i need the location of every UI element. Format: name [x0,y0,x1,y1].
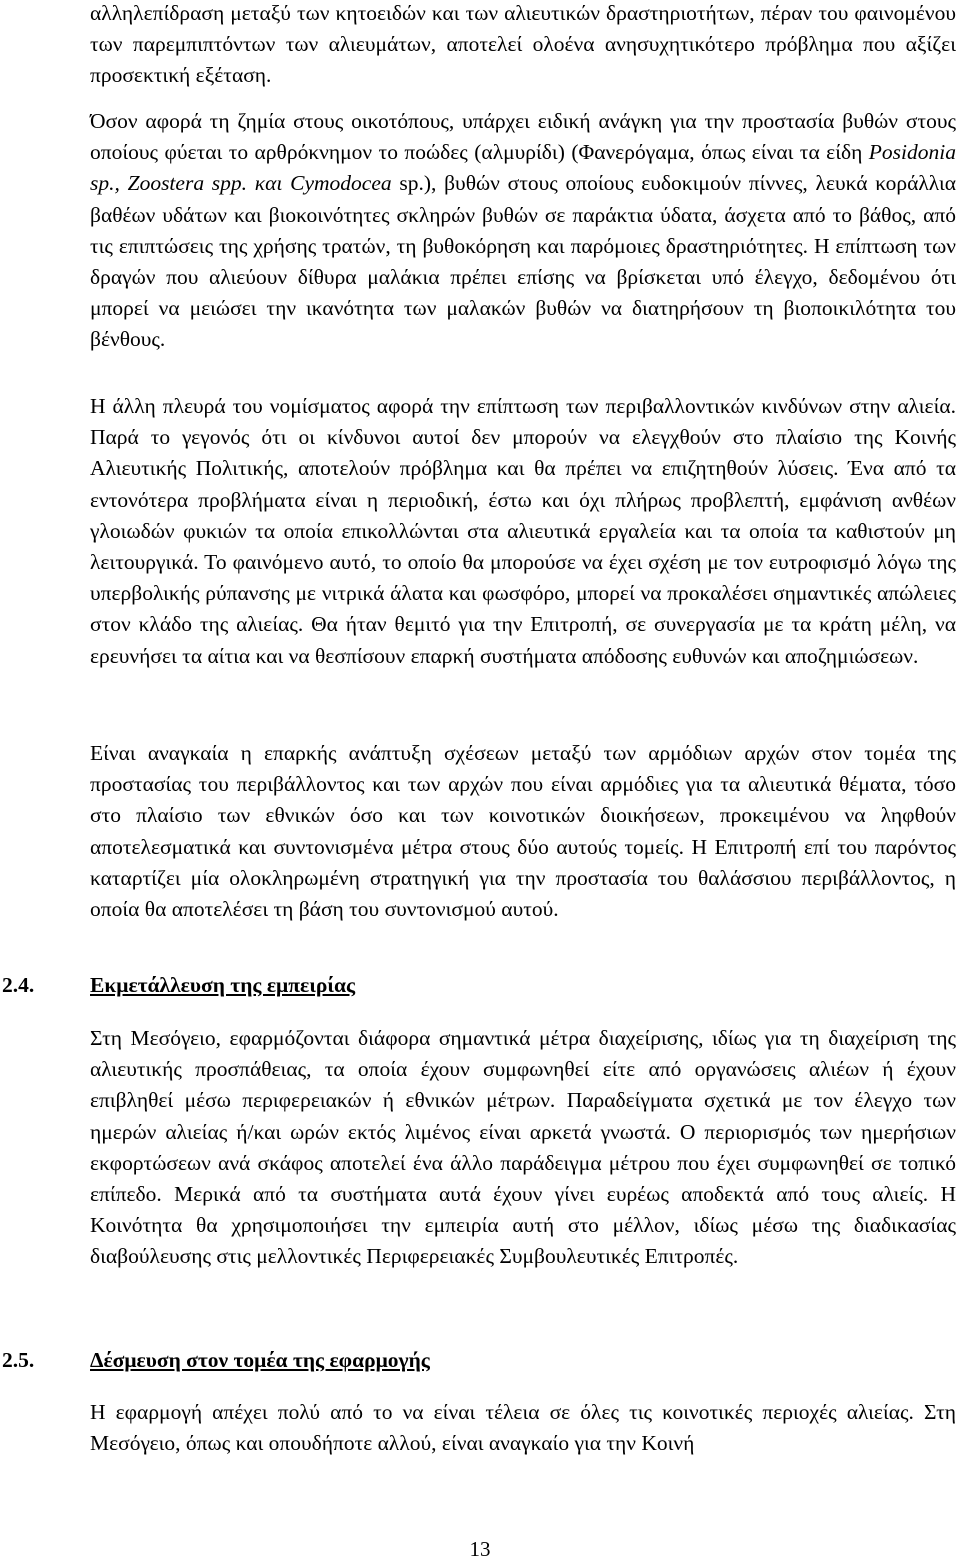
habitats-text-b: sp., [90,171,128,196]
paragraph-cetaceans: αλληλεπίδραση μεταξύ των κητοειδών και των αλιευτικών δραστηριοτήτων, πέραν του φαινομένου των παρεμπιπτόντων των αλιευμάτων, αποτελεί ολοένα ανησυχητικότερο πρόβλημα που αξίζει προσεκτική εξέταση. [90,1,956,88]
paragraph-environmental-risks: Η άλλη πλευρά του νομίσματος αφορά την επίπτωση των περιβαλλοντικών κινδύνων στην αλιεία. Παρά το γεγονός ότι οι κίνδυνοι αυτοί δεν μπορούν να ελεγχθούν στο πλαίσιο της Κοινής Αλιευτικής Πολιτικής, αποτελούν πρόβλημα και θα πρέπει να επιζητηθούν λύσεις. Ένα από τα εντονότερα προβλήματα είναι η περιοδική, έστω και όχι πλήρως προβλεπτή, εμφάνιση ανθέων γλοιωδών φυκιών τα οποία επικολλώνται στα αλιευτικά εργαλεία και τα οποία τα καθιστούν μη λειτουργικά. Το φαινόμενο αυτό, το οποίο θα μπορούσε να έχει σχέση με τον ευτροφισμό λόγω της υπερβολικής ρύπανσης με νιτρικά άλατα και φωσφόρο, μπορεί να προκαλέσει σημαντικές απώλειες στον κλάδο της αλιείας. Θα ήταν θεμιτό για την Επιτροπή, σε συνεργασία με τα κράτη μέλη, να ερευνήσει τα αίτια και να θεσπίσουν επαρκή συστήματα απόδοσης ευθυνών και αποζημιώσεων. [90,394,956,668]
habitats-text-d [282,171,290,195]
section-number-2-5: 2.5. [2,1348,35,1372]
species-cymodocea: Cymodocea [290,171,392,196]
paragraph-habitats [90,106,956,356]
habitats-text-a: Όσον αφορά τη ζημία στους οικοτόπους, υπάρχει ειδική ανάγκη για την προστασία βυθών στους οποίους φύεται το αρθρόκνημον το ποώδες (αλμυρίδι) (Φανερόγαμα, όπως είναι τα είδη [90,109,956,165]
paragraph-mediterranean-measures: Στη Μεσόγειο, εφαρμόζονται διάφορα σημαντικά μέτρα διαχείρισης, ιδίως για τη διαχείριση της αλιευτικής προσπάθειας, τα οποία έχουν συμφωνηθεί είτε από οργανώσεις αλιέων ή έχουν επιβληθεί μέσω περιφερειακών ή εθνικών μέτρων. Παραδείγματα σχετικά με τον έλεγχο των ημερών αλιείας ή/και ωρών εκτός λιμένος είναι αρκετά γνωστά. Ο περιορισμός των ημερήσιων εκφορτώσεων ανά σκάφος αποτελεί ένα άλλο παράδειγμα μέτρου που έχει συμφωνηθεί σε τοπικό επίπεδο. Μερικά από τα συστήματα αυτά έχουν γίνει ευρέως αποδεκτά από τους αλιείς. Η Κοινότητα θα χρησιμοποιήσει την εμπειρία αυτή στο μέλλον, ιδίως μέσω της διαδικασίας διαβούλευσης στις μελλοντικές Περιφερειακές Συμβουλευτικές Επιτροπές. [90,1026,956,1269]
habitats-text-kai: και [254,171,283,196]
section-number-2-4: 2.4. [2,973,35,997]
section-title-2-4: Εκμετάλλευση της εμπειρίας [90,973,356,997]
page-number: 13 [469,1537,491,1561]
paragraph-authorities-coordination: Είναι αναγκαία η επαρκής ανάπτυξη σχέσεων μεταξύ των αρμόδιων αρχών στον τομέα της προστασίας του περιβάλλοντος και των αρχών που είναι αρμόδιες για τα αλιευτικά θέματα, τόσο στο πλαίσιο των εθνικών όσο και των κοινοτικών διοικήσεων, προκειμένου να ληφθούν αποτελεσματικά και συντονισμένα μέτρα στους δύο αυτούς τομείς. Η Επιτροπή επί του παρόντος καταρτίζει μία ολοκληρωμένη στρατηγική για την προστασία του θαλάσσιου περιβάλλοντος, η οποία θα αποτελέσει τη βάση του συντονισμού αυτού. [90,741,956,922]
habitats-text-e: sp.), βυθών στους οποίους ευδοκιμούν πίννες, λευκά κοράλλια βαθέων υδάτων και βιοκοινότητες σκληρών βυθών σε παράκτια ύδατα, άσχετα από το βάθος, από τις επιπτώσεις της χρήσης τρατών, τη βυθοκόρηση και παρόμοιες δραστηριότητες. Η επίπτωση των δραγών που αλιεύουν δίθυρα μαλάκια πρέπει επίσης να βρίσκεται υπό έλεγχο, δεδομένου ότι μπορεί να μειώσει την ικανότητα των μαλακών βυθών να διατηρήσουν τη βιοποικιλότητα του βένθους. [90,171,957,352]
section-title-2-5: Δέσμευση στον τομέα της εφαρμογής [90,1348,430,1372]
paragraph-implementation: Η εφαρμογή απέχει πολύ από το να είναι τέλεια σε όλες τις κοινοτικές περιοχές αλιείας. Στη Μεσόγειο, όπως και οπουδήποτε αλλού, είναι αναγκαίο για την Κοινή [90,1400,956,1456]
species-posidonia: Posidonia [868,140,956,165]
habitats-text-c: spp. [204,171,255,196]
species-zoostera: Zoostera [127,171,205,196]
